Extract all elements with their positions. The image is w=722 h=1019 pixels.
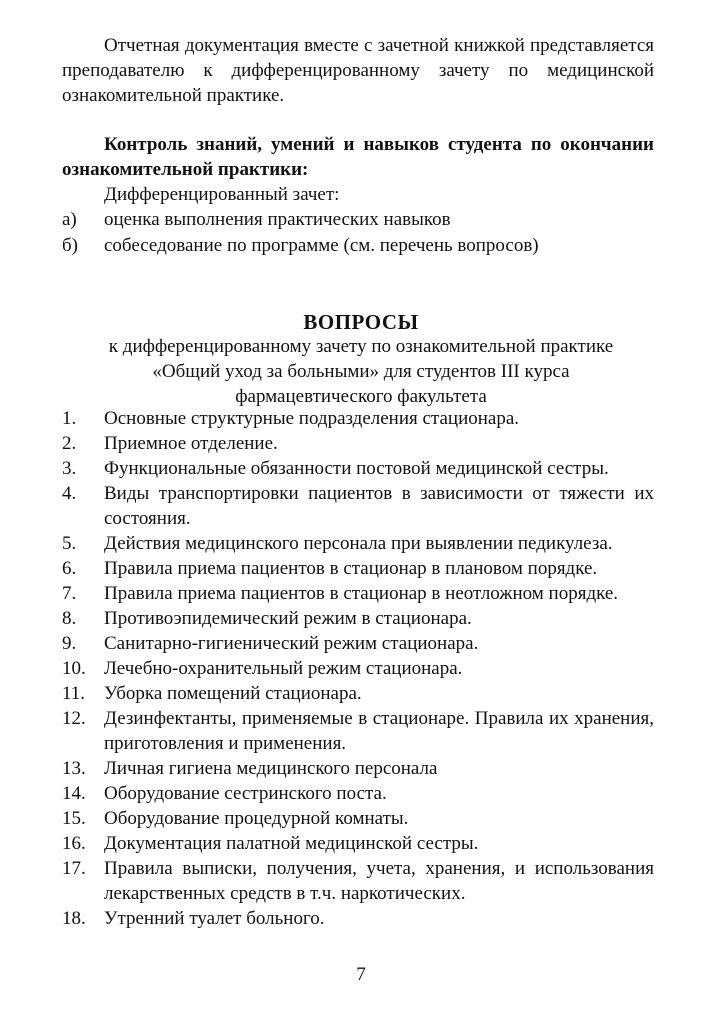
question-number: 17. <box>62 858 86 879</box>
question-number: 7. <box>62 583 77 604</box>
question-text: Уборка помещений стационара. <box>104 683 362 704</box>
question-item <box>62 631 654 656</box>
question-number: 10. <box>62 658 86 679</box>
question-item <box>62 756 654 781</box>
question-text: Противоэпидемический режим в стационара. <box>104 608 472 629</box>
question-text: Правила приема пациентов в стационар в неотложном порядке. <box>104 583 619 604</box>
question-item <box>62 706 654 756</box>
question-number: 3. <box>62 458 77 479</box>
question-number: 4. <box>62 483 77 504</box>
question-number: 2. <box>62 433 77 454</box>
question-text: Санитарно-гигиенический режим стационара. <box>104 633 479 654</box>
question-number: 5. <box>62 533 77 554</box>
question-number: 15. <box>62 808 86 829</box>
question-item <box>62 831 654 856</box>
assessment-item <box>62 233 662 259</box>
questions-list <box>62 406 654 931</box>
question-text: Правила приема пациентов в стационар в плановом порядке. <box>104 558 598 579</box>
question-text: Дезинфектанты, применяемые в стационаре. Правила их хранения, приготовления и применения. <box>104 708 654 754</box>
assessment-text: собеседование по программе (см. перечень вопросов) <box>104 235 539 256</box>
question-item <box>62 781 654 806</box>
question-text: Правила выписки, получения, учета, хранения, и использования лекарственных средств в т.ч. наркотических. <box>104 858 654 904</box>
assessment-marker: б) <box>62 235 78 256</box>
question-number: 1. <box>62 408 77 429</box>
question-text: Лечебно-охранительный режим стационара. <box>104 658 463 679</box>
question-item <box>62 606 654 631</box>
question-number: 18. <box>62 908 86 929</box>
intro-paragraph: Отчетная документация вместе с зачетной книжкой представляется преподавателю к дифференцированному зачету по медицинской ознакомительной практике. <box>62 35 654 106</box>
assessment-marker: а) <box>62 209 77 230</box>
question-text: Виды транспортировки пациентов в зависимости от тяжести их состояния. <box>104 483 654 529</box>
question-number: 16. <box>62 833 86 854</box>
question-item <box>62 656 654 681</box>
question-text: Основные структурные подразделения стационара. <box>104 408 520 429</box>
question-item <box>62 481 654 531</box>
question-text: Приемное отделение. <box>104 433 278 454</box>
page-number: 7 <box>356 964 366 985</box>
zachet-label: Дифференцированный зачет: <box>104 184 340 205</box>
question-item <box>62 531 654 556</box>
question-item <box>62 856 654 906</box>
assessment-list <box>62 207 662 259</box>
question-item <box>62 681 654 706</box>
question-item <box>62 431 654 456</box>
questions-subtitle: к дифференцированному зачету по ознакомительной практике «Общий уход за больными» для студентов III курса фармацевтического факультета <box>108 336 614 407</box>
question-text: Функциональные обязанности постовой медицинской сестры. <box>104 458 609 479</box>
question-number: 9. <box>62 633 77 654</box>
assessment-text: оценка выполнения практических навыков <box>104 209 451 230</box>
assessment-item <box>62 207 662 233</box>
question-item <box>62 806 654 831</box>
question-number: 14. <box>62 783 86 804</box>
control-heading: Контроль знаний, умений и навыков студента по окончании ознакомительной практики: <box>62 134 654 180</box>
question-number: 13. <box>62 758 86 779</box>
question-number: 8. <box>62 608 77 629</box>
question-item <box>62 406 654 431</box>
question-item <box>62 906 654 931</box>
question-item <box>62 556 654 581</box>
question-number: 11. <box>62 683 86 704</box>
question-text: Документация палатной медицинской сестры. <box>104 833 479 854</box>
question-text: Действия медицинского персонала при выявлении педикулеза. <box>104 533 613 554</box>
question-text: Утренний туалет больного. <box>104 908 325 929</box>
question-number: 6. <box>62 558 77 579</box>
question-text: Личная гигиена медицинского персонала <box>104 758 438 779</box>
question-text: Оборудование процедурной комнаты. <box>104 808 409 829</box>
question-text: Оборудование сестринского поста. <box>104 783 387 804</box>
question-item <box>62 581 654 606</box>
questions-title: ВОПРОСЫ <box>303 310 419 334</box>
question-item <box>62 456 654 481</box>
question-number: 12. <box>62 708 86 729</box>
